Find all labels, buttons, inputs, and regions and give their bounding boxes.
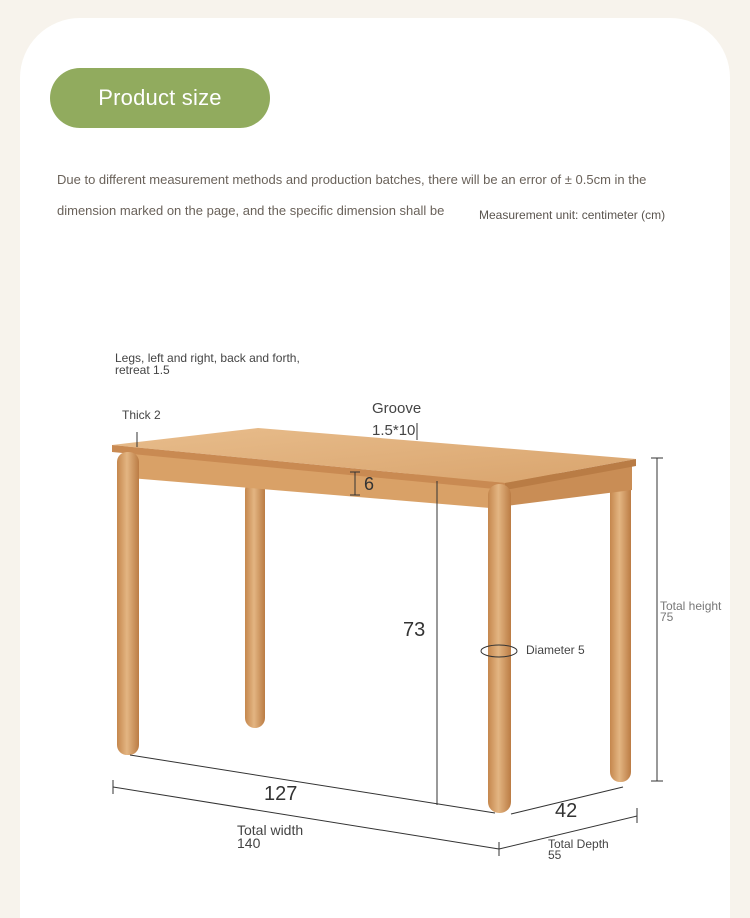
back-right-leg bbox=[610, 470, 631, 782]
total-height-value: 75 bbox=[660, 610, 674, 624]
front-right-leg bbox=[488, 484, 511, 813]
thick-label: Thick 2 bbox=[122, 408, 161, 422]
front-left-leg bbox=[117, 452, 139, 755]
apron-height-value: 6 bbox=[364, 474, 375, 494]
total-depth-label: Total Depth bbox=[548, 837, 609, 851]
legs-retreat-label-2: retreat 1.5 bbox=[115, 363, 170, 377]
disclaimer-line-2: dimension marked on the page, and the specific dimension shall be bbox=[57, 203, 445, 218]
measurement-unit-note: Measurement unit: centimeter (cm) bbox=[479, 208, 666, 222]
total-width-label: Total width bbox=[237, 822, 304, 838]
leg-height-value: 73 bbox=[403, 619, 426, 641]
inner-width-line bbox=[130, 755, 495, 813]
diameter-label: Diameter 5 bbox=[526, 643, 585, 657]
total-width-value: 140 bbox=[237, 835, 261, 851]
total-width-line bbox=[113, 787, 499, 849]
legs-retreat-label-1: Legs, left and right, back and forth, bbox=[115, 351, 300, 365]
groove-value: 1.5*10 bbox=[372, 422, 416, 439]
total-height-label: Total height bbox=[660, 599, 722, 613]
section-title-badge: Product size bbox=[50, 68, 270, 128]
back-left-leg bbox=[245, 480, 265, 728]
disclaimer-line-1: Due to different measurement methods and production batches, there will be an error of ± 0.5cm in the bbox=[57, 172, 647, 187]
total-depth-value: 55 bbox=[548, 848, 562, 862]
inner-width-value: 127 bbox=[264, 783, 298, 805]
inner-depth-value: 42 bbox=[555, 800, 578, 822]
groove-label: Groove bbox=[372, 400, 422, 417]
